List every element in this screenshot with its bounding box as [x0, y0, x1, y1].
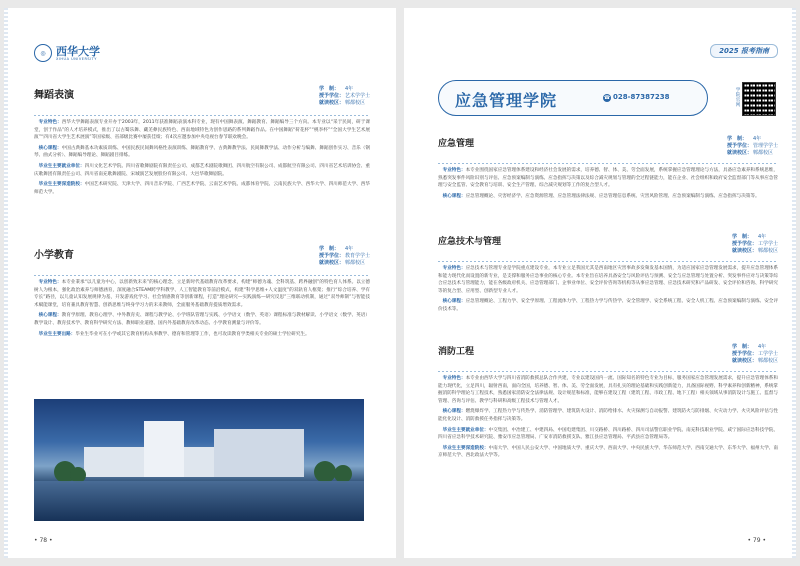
campus-building-photo	[34, 399, 364, 521]
paragraph: 专业特色：本专业由西华大学与四川省消防救援总队合作共建，专业以建设国内一流、国际知名的特色专业为目标，服务国家应急管理发展需求，提升应急管理体系和能力现代化，立足四川，辐射西南，面向全国，培养德、智、体、美、劳全面发展，具有扎实的理论基础和实践创新能力，具备国际视野、科学素养和创新精神，系统掌握消防科学理论与工程技术，熟悉国家消防安全法律法规、设计规范和标准，能够在建设工程（建筑工程、市政工程、地下工程）相关领域从事消防设计与施工、监督与管理、咨询与评估、教学与科研和高级工程技术与管理人才。	[438, 376, 778, 404]
school-banner	[438, 80, 708, 116]
page-edge-stripe	[4, 8, 8, 558]
university-seal-icon: ◎	[34, 44, 52, 62]
major-title: 小学教育	[34, 250, 74, 261]
major-meta: 学 制： 4年 授予学位：教育学学士 就读校区：郫都校区	[318, 246, 370, 266]
school-phone: 028-87387238	[613, 93, 670, 101]
major-meta: 学 制： 4年 授予学位：管理学学士 就读校区：郫都校区	[726, 136, 778, 156]
major-section-emergency-technology	[438, 234, 778, 314]
paragraph: 核心课程：应急管理概论、灾害经济学、应急资源管理、应急管理法律法规、应急管理信息系统、灾害风险管理、应急预案编制与演练、应急指挥与决策等。	[442, 193, 760, 199]
section-divider	[438, 163, 778, 164]
qr-code-icon	[742, 82, 776, 116]
major-title: 舞蹈表演	[34, 90, 74, 101]
page-number: • 79 •	[747, 537, 766, 544]
paragraph: 毕业生主要出路：毕业生毕业可在小学或其它教育机构从事教学、德育和管理等工作，也可攻读教育学类相关专业的硕士学位研究生。	[38, 331, 310, 337]
paragraph: 核心课程：应急管理概论、工程力学、安全学原理、工程流体力学、工程热力学与传热学、安全管理学、安全系统工程、安全人机工程、应急预案编制与演练、安全评价技术等。	[438, 299, 778, 312]
page-number: • 78 •	[34, 537, 53, 544]
university-name-en: XIHUA UNIVERSITY	[56, 56, 97, 61]
section-divider	[438, 371, 778, 372]
paragraph: 核心课程：燃烧爆炸学、工程热力学与传热学、消防管理学、建筑防火设计、消防给排水、火灾探测与自动报警、建筑防火与防排烟、火灾动力学、火灾风险评估与性能化化设计、消防救援任务指挥与决策等。	[438, 409, 778, 422]
paragraph: 专业特色：应急技术与管理专业是学院重点建设专业，本专业立足我国尤其是西南地区灾害事故多发频发基本国情，为适应国家应急管理发展需求，提升应急管理体系和能力现代化而设置的新专业，是支撑和服务应急事业的核心专业。本专业旨在培养具备安全与风险评估与预测、安全与应急管理与处置分析、突发事件应对与决策等综合应急技术与管理能力，能在各级政府机关、应急管理部门、企事业单位、安全评价咨询等机构等从事应急管理、应急技术研究和产品研发、安全评价和咨询、科学研究等的复合型、应用型、创新型专业人才。	[438, 266, 778, 294]
paragraph: 核心课程：中国古典舞基本功素质训练、中国民族民间舞风格性表演训练、舞蹈教育学、古典舞教学法、民间舞教学法、动作分析与编舞、舞蹈创作实习、音乐（钢琴、曲式分析）、舞蹈编导理论、舞蹈剧目排练。	[34, 145, 370, 159]
guide-badge: 2025 报考指南	[710, 44, 778, 58]
phone-icon: ☎	[603, 95, 611, 101]
university-name-cn: 西华大学	[56, 44, 100, 58]
major-section-emergency-management	[438, 136, 778, 200]
major-meta: 学 制： 4年 授予学位：工学学士 就读校区：郫都校区	[731, 344, 778, 364]
paragraph: 专业特色：西华大学舞蹈表演专业开办于2003年，2011年获准舞蹈表演本科专业，现有中国舞表演、舞蹈教育、舞蹈编导三个方向。本专业以“采于民间，研于课堂，创于作品”的人才培养模式，推出了以古蜀乐舞、藏羌彝民族特色、西南地域特色为创作思路的系列舞蹈作品。在中国舞蹈“荷花杯”“桃李杯”“全国大学生艺术展演”“四川省大学生艺术展演”等国家级、省部级比赛中屡获佳绩；有4次应邀参加中央电视台春节联欢晚会。	[34, 120, 370, 141]
paragraph: 毕业生主要就业单位：四川文化艺术学院、四川省歌舞剧院有限责任公司、成都艺术剧院歌舞团、四川航空有限公司、成都航空有限公司、四川省艺术培训协会、重庆歌舞团有限责任公司、四川省南充歌舞剧院、宋城演艺发展股份有限公司、大邑华歌舞剧院。	[34, 163, 370, 177]
paragraph: 核心课程：教育学原理、教育心理学、中外教育史、课程与教学论、小学班队管理与实践、小学语文（数学、英语）课程标准与教材解读、小学语文（数学、英语）教学设计、教育技术学、教育科学研究方法、教师职业道德、国内外基础教育改革动态、小学教育测量与评价等。	[34, 313, 370, 326]
major-title: 应急管理	[438, 139, 475, 149]
university-logo	[34, 44, 100, 62]
major-meta: 学 制： 4年 授予学位：艺术学学士 就读校区：郫都校区	[318, 86, 370, 106]
major-section-dance	[34, 86, 370, 196]
school-name: 应急管理学院	[455, 91, 558, 110]
section-divider	[438, 261, 778, 262]
qr-label: 学院官网	[735, 88, 741, 108]
left-page	[4, 8, 396, 558]
paragraph: 专业特色：本专业围绕国家应急管理体系建设和经济社会发展的需求，培养德、智、体、美、劳全面发展，系统掌握应急管理理论与方法，具备应急素养和系统思维，熟悉突发事件风险识别与评估、应急预案编制与演练、应急指挥与决策以及综合减灾规划与管理的全过程链能力，能在企业、社会组织和政府安全监督部门等从事应急管理与安全监管、安全教育与培训、安全生产管理、综合减灾规划等工作的复合型人才。	[438, 168, 778, 189]
paragraph: 毕业生主要深造院校：中南大学、中国人民公安大学、中国地质大学、重庆大学、西南大学、中央民族大学、华东师范大学、西南交通大学、东华大学、福州大学、南京师范大学、西北政法大学等。	[438, 445, 778, 459]
paragraph: 专业特色：本专业秉承“以儿童为中心，以创新致未来”的核心理念，立足新时代基础教育改革要求，构建“师德为魂、全科筑基、跨界融创”的特色育人体系。以立德树人为根本，强化政治素养与师德涵育，深度融合STEAM跨学科教学、人工智能教育等前沿模式，构建“科学思维+人文温度”的双轨育人框架；推行“综合培养、学有专长”路径，以儿童认知发展规律为基，开发游戏化学习、社会情感教育等创新课程，打造“理论研究—实践演练—研究反思”三维联动机制，通过“双导师制”与智能技术赋能课堂，培育兼具教育智慧、创新思维与终身学习力的未来教师，全面服务基础教育提质增效需求。	[34, 280, 370, 308]
section-divider	[34, 115, 370, 116]
major-section-fire-engineering	[438, 344, 778, 460]
paragraph: 毕业生主要就业单位：中交集团、中冶建工、中建四局、中国电建集团、川交路桥、四川路桥、四川司法警官职业学院、南充科技职业学院、咸宁国际应急科技学院、四川省应急科学技术研究院、雅安市应急管理局、广安市消防救援支队、雅江县应急管理局、平武县应急管理局等。	[438, 427, 778, 441]
paragraph: 毕业生主要深造院校：中国艺术研究院、天津大学、四川音乐学院、广西艺术学院、云南艺术学院、成都体育学院、云南民族大学、西华大学、四川师范大学、西华师范大学。	[34, 182, 370, 195]
section-divider	[34, 275, 370, 276]
major-meta: 学 制： 4年 授予学位：工学学士 就读校区：郫都校区	[731, 234, 778, 254]
page-edge-stripe	[792, 8, 796, 558]
major-title: 消防工程	[438, 347, 475, 357]
right-page	[404, 8, 796, 558]
major-section-primary-education	[34, 246, 370, 338]
major-title: 应急技术与管理	[438, 237, 502, 247]
